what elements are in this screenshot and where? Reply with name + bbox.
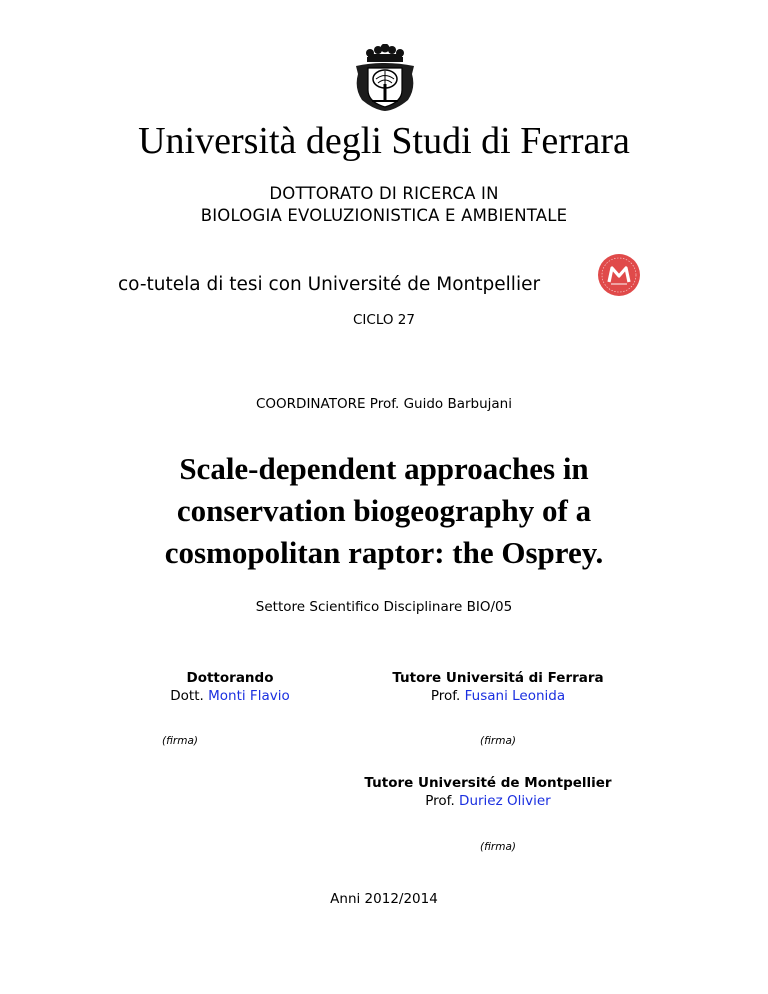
doctorate-line-1: DOTTORATO DI RICERCA IN bbox=[269, 184, 499, 203]
thesis-title bbox=[0, 448, 768, 574]
phd-student-name: Monti Flavio bbox=[208, 688, 290, 704]
tutor-ferrara-line bbox=[368, 687, 628, 705]
cycle-number: CICLO 27 bbox=[353, 312, 415, 328]
tutor-ferrara-name: Fusani Leonida bbox=[464, 688, 566, 704]
tutor-montpellier-line bbox=[338, 792, 638, 810]
coordinator: COORDINATORE Prof. Guido Barbujani bbox=[256, 396, 512, 412]
phd-student-signature: (firma) bbox=[162, 735, 198, 747]
tutor-ferrara-role: Tutore Universitá di Ferrara bbox=[392, 670, 604, 686]
doctorate-line-2: BIOLOGIA EVOLUZIONISTICA E AMBIENTALE bbox=[200, 206, 568, 225]
tutor-montpellier-signature: (firma) bbox=[480, 841, 516, 853]
tutor-ferrara-block bbox=[368, 669, 628, 705]
tutor-montpellier-name: Duriez Olivier bbox=[459, 793, 551, 809]
thesis-title-line-3: cosmopolitan raptor: the Osprey. bbox=[164, 535, 604, 570]
academic-years: Anni 2012/2014 bbox=[330, 891, 438, 907]
phd-student-role: Dottorando bbox=[186, 670, 274, 686]
doctorate-program bbox=[0, 183, 768, 227]
scientific-sector: Settore Scientifico Disciplinare BIO/05 bbox=[255, 599, 513, 615]
tutor-montpellier-title: Prof. bbox=[425, 793, 455, 809]
phd-student-title: Dott. bbox=[170, 688, 204, 704]
university-name: Università degli Studi di Ferrara bbox=[138, 120, 630, 162]
tutor-ferrara-title: Prof. bbox=[430, 688, 461, 704]
university-crest-logo bbox=[350, 44, 420, 112]
tutor-ferrara-signature: (firma) bbox=[480, 735, 516, 747]
phd-student-line bbox=[100, 687, 360, 705]
tutor-montpellier-role: Tutore Université de Montpellier bbox=[364, 775, 612, 791]
cotutela-statement: co-tutela di tesi con Université de Montpellier bbox=[118, 274, 541, 295]
tutor-montpellier-block bbox=[338, 774, 638, 810]
phd-student-block bbox=[100, 669, 360, 705]
thesis-title-line-2: conservation biogeography of a bbox=[176, 493, 592, 528]
thesis-title-line-1: Scale-dependent approaches in bbox=[179, 451, 589, 486]
montpellier-university-logo bbox=[597, 253, 641, 297]
